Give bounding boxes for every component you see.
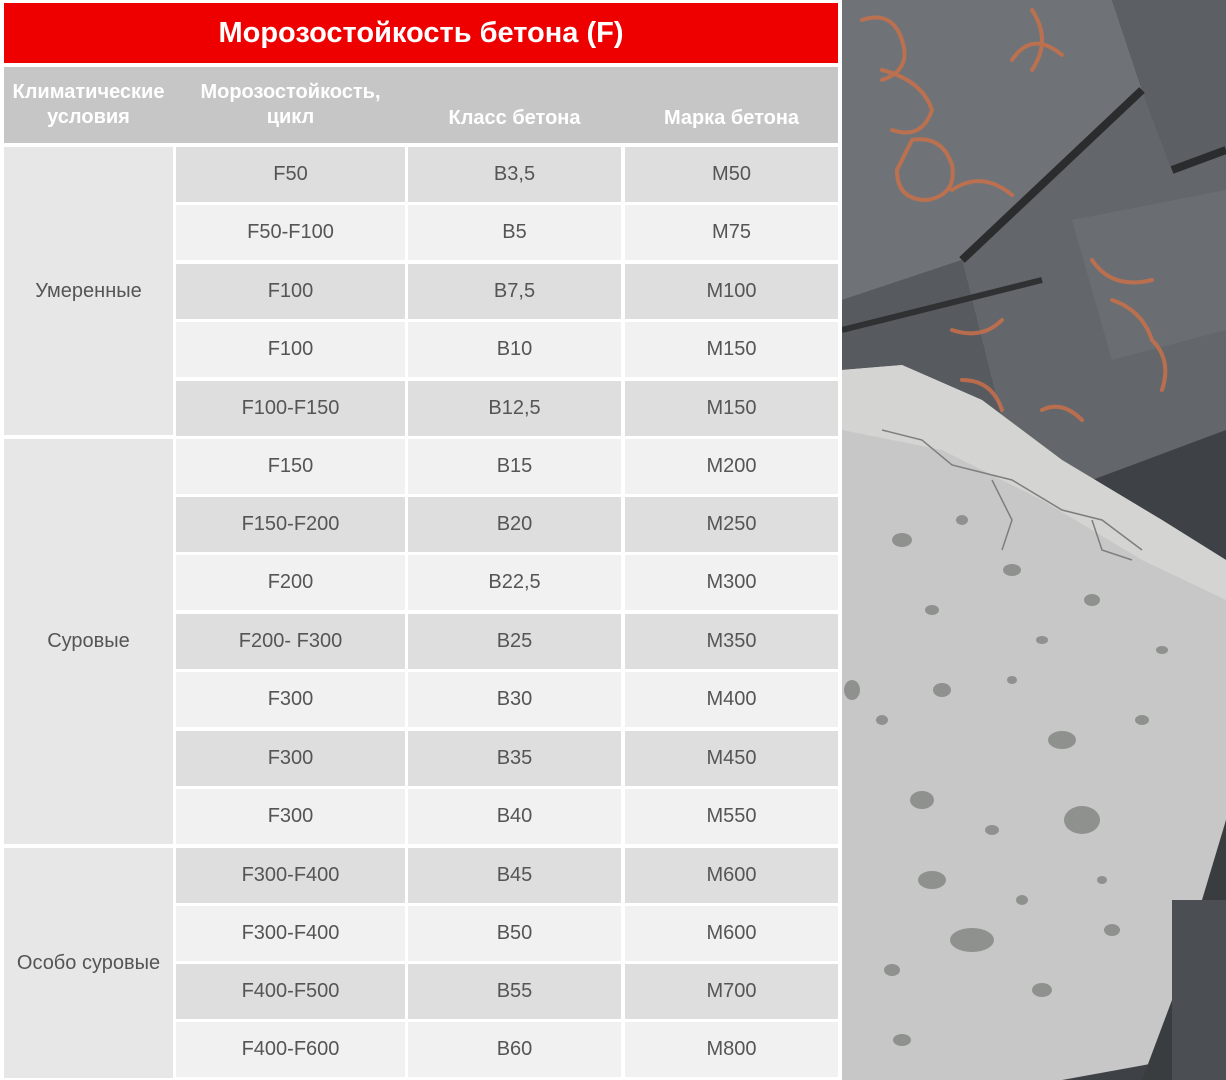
class-cell: B55 [408,964,621,1019]
grade-cell: M600 [625,848,838,903]
header-grade-label: Марка бетона [663,107,800,129]
table-row [176,205,839,260]
table-row [176,964,839,1019]
class-cell: B22,5 [408,555,621,610]
class-cell: B12,5 [408,381,621,436]
class-cell: B10 [408,322,621,377]
class-cell: B20 [408,497,621,552]
group-severe [4,439,173,844]
grade-cell: M100 [625,264,838,319]
grade-cell: M350 [625,614,838,669]
table-row [176,848,839,903]
header-climate-line1: Климатические [12,81,165,103]
grade-cell: M150 [625,381,838,436]
header-frost-line2: цикл [266,106,315,128]
table-row [176,264,839,319]
frost-cell: F300-F400 [176,906,405,961]
grade-cell: M75 [625,205,838,260]
group-label: Особо суровые [16,951,161,974]
grade-cell: M700 [625,964,838,1019]
grade-cell: M150 [625,322,838,377]
frost-cell: F100 [176,322,405,377]
grade-cell: M250 [625,497,838,552]
table-row [176,381,839,436]
header-class-label: Класс бетона [448,107,581,129]
class-cell: B35 [408,731,621,786]
frost-cell: F300 [176,672,405,727]
header-concrete-grade [625,67,838,143]
header-climate [4,67,173,143]
grade-cell: M800 [625,1022,838,1077]
table-title [4,3,838,63]
group-label: Суровые [47,630,130,652]
table-row [176,906,839,961]
group-label: Умеренные [35,279,142,302]
table-row [176,497,839,552]
table-row [176,322,839,377]
frost-cell: F400-F500 [176,964,405,1019]
header-concrete-class [408,67,621,143]
grade-cell: M600 [625,906,838,961]
group-extra-severe [4,848,173,1078]
frost-cell: F150-F200 [176,497,405,552]
header-frost-cycles [176,67,405,143]
grade-cell: M200 [625,439,838,494]
frost-cell: F100 [176,264,405,319]
class-cell: B3,5 [408,147,621,202]
frost-cell: F150 [176,439,405,494]
frost-cell: F200 [176,555,405,610]
class-cell: B60 [408,1022,621,1077]
grade-cell: M400 [625,672,838,727]
group-moderate [4,147,173,435]
frost-cell: F300 [176,789,405,844]
frost-cell: F50-F100 [176,205,405,260]
table-row [176,614,839,669]
table-row [176,731,839,786]
table-row [176,555,839,610]
table-row [176,439,839,494]
class-cell: B25 [408,614,621,669]
header-climate-line2: условия [47,106,130,128]
class-cell: B30 [408,672,621,727]
grade-cell: M50 [625,147,838,202]
class-cell: B15 [408,439,621,494]
class-cell: B7,5 [408,264,621,319]
class-cell: B40 [408,789,621,844]
table-title-text: Морозостойкость бетона (F) [218,16,624,49]
grade-cell: M550 [625,789,838,844]
table-row [176,147,839,202]
frost-cell: F300-F400 [176,848,405,903]
table-header [4,67,838,143]
frost-cell: F100-F150 [176,381,405,436]
frost-cell: F400-F600 [176,1022,405,1077]
class-cell: B5 [408,205,621,260]
header-frost-line1: Морозостойкость, [200,81,381,103]
class-cell: B50 [408,906,621,961]
frost-cell: F200- F300 [176,614,405,669]
grade-cell: M450 [625,731,838,786]
class-cell: B45 [408,848,621,903]
table-row [176,789,839,844]
concrete-sample-photo [842,0,1226,1080]
concrete-blocks-image [842,0,1226,1080]
table-row [176,1022,839,1077]
grade-cell: M300 [625,555,838,610]
table-row [176,672,839,727]
frost-cell: F300 [176,731,405,786]
frost-cell: F50 [176,147,405,202]
